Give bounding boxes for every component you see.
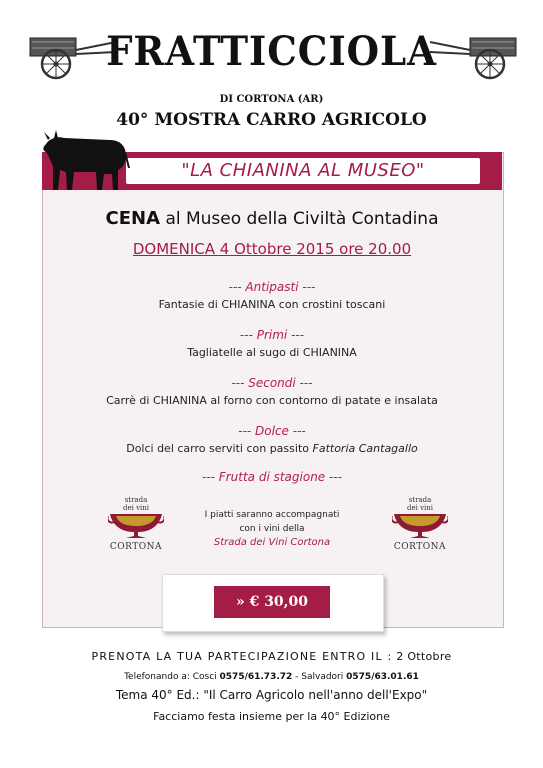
course-primi: --- Primi --- (239, 328, 305, 342)
booking-date: 2 Ottobre (396, 650, 452, 663)
cena-word: CENA (105, 208, 161, 229)
banner-label: "LA CHIANINA AL MUSEO" (126, 158, 480, 184)
wine-cup-icon (108, 510, 164, 540)
phone-line (0, 672, 543, 682)
booking-line (0, 650, 543, 663)
booking-caps: PRENOTA LA TUA PARTECIPAZIONE ENTRO IL : (91, 650, 393, 663)
wine-note-line2: con i vini della (239, 524, 305, 534)
page-subtitle: DI CORTONA (AR) (219, 94, 324, 105)
wine-route-logo (96, 496, 176, 558)
cena-location: al Museo della Civiltà Contadina (165, 209, 439, 229)
dish-antipasti: Fantasie di CHIANINA con crostini toscani (158, 298, 386, 311)
logo-bottom-text: CORTONA (109, 542, 163, 552)
logo-top-text: strada dei vini (406, 496, 434, 512)
event-title: 40° MOSTRA CARRO AGRICOLO (116, 110, 427, 130)
wine-note-line1: I piatti saranno accompagnati (204, 510, 340, 520)
dish-secondi: Carrè di CHIANINA al forno con contorno di patate e insalata (106, 394, 438, 407)
wine-route-logo (380, 496, 460, 558)
party-line: Facciamo festa insieme per la 40° Edizione (153, 710, 390, 723)
dinner-heading (42, 208, 502, 229)
page-title: FRATTICCIOLA (106, 28, 437, 75)
dish-dolce (42, 442, 502, 455)
event-date: DOMENICA 4 Ottobre 2015 ore 20.00 (132, 240, 412, 258)
course-frutta: --- Frutta di stagione --- (202, 470, 342, 484)
wine-route-name: Strada dei Vini Cortona (213, 537, 331, 548)
dish-dolce-winery: Fattoria Cantagallo (312, 442, 418, 455)
phone-mid: - Salvadori (295, 672, 344, 682)
course-dolce: --- Dolce --- (238, 424, 306, 438)
phone-number-2: 0575/63.01.61 (346, 672, 419, 682)
theme-line: Tema 40° Ed.: "Il Carro Agricolo nell'anno dell'Expo" (115, 688, 428, 702)
phone-prefix: Telefonando a: Cosci (124, 672, 217, 682)
phone-number-1: 0575/61.73.72 (219, 672, 293, 682)
wine-cup-icon (392, 510, 448, 540)
logo-top-text: strada dei vini (122, 496, 150, 512)
logo-bottom-text: CORTONA (393, 542, 447, 552)
dish-primi: Tagliatelle al sugo di CHIANINA (187, 346, 357, 359)
ox-icon (40, 124, 132, 194)
course-secondi: --- Secondi --- (231, 376, 313, 390)
price-badge: » € 30,00 (214, 586, 330, 618)
wine-note (180, 508, 364, 550)
course-antipasti: --- Antipasti --- (228, 280, 316, 294)
dish-dolce-text: Dolci del carro serviti con passito (126, 442, 309, 455)
